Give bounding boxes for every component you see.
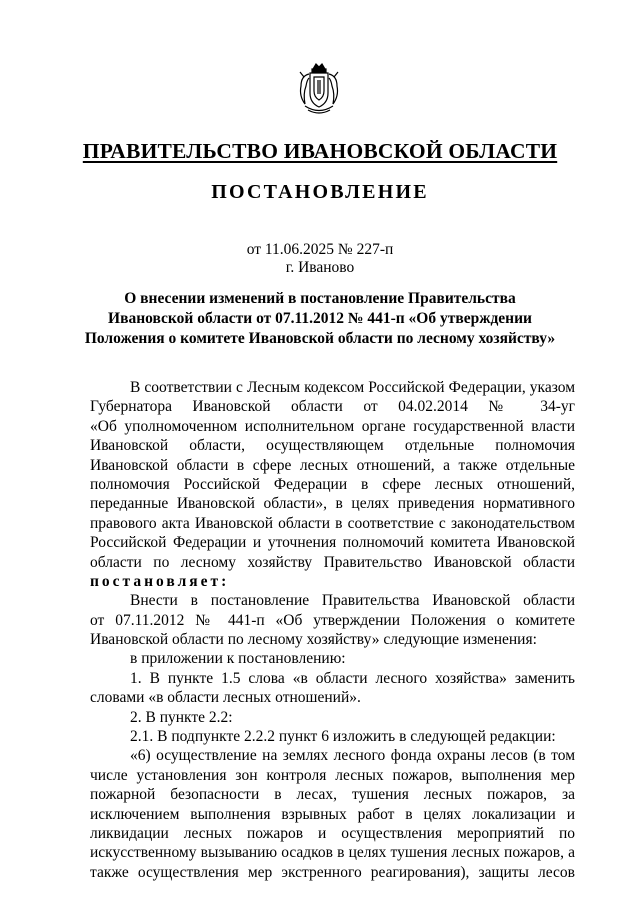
amendment-line: исключением выполнения взрывных работ в целях локализации и (90, 805, 575, 823)
amendment-line: от 07.11.2012 № 441-п «Об утверждении Положения о комитете (90, 611, 575, 629)
amendment-line: пожарной безопасности в лесах, тушения лесных пожаров, за (90, 786, 575, 804)
amendment-line: 2.1. В подпункте 2.2.2 пункт 6 изложить в следующей редакции: (130, 728, 556, 746)
amendment-line: в приложении к постановлению: (130, 650, 346, 668)
amendment-line: также осуществления мер экстренного реагирования), защиты лесов (90, 863, 575, 881)
document-city: г. Иваново (285, 259, 355, 276)
amendment-line: Ивановской области по лесному хозяйству» следующие изменения: (90, 631, 537, 649)
subject-line: О внесении изменений в постановление Правительства (124, 290, 516, 307)
subject-line: Положения о комитете Ивановской области по лесному хозяйству» (84, 330, 556, 347)
document-type: ПОСТАНОВЛЕНИЕ (211, 181, 429, 203)
preamble-line: переданные Ивановской области», в целях приведения нормативного (90, 495, 575, 513)
document-subject (0, 289, 640, 349)
preamble-line: «Об уполномоченном исполнительном органе государственной власти (90, 417, 575, 435)
document-date-number: от 11.06.2025 № 227-п (246, 241, 394, 258)
preamble-line: Губернатора Ивановской области от 04.02.2014 № 34-уг (90, 398, 575, 416)
preamble-line: правового акта Ивановской области в соответствие с законодательством (90, 514, 575, 532)
preamble-line: полномочия Российской Федерации в сфере лесных отношений, (90, 475, 575, 493)
preamble-line: Российской Федерации и уточнения полномочий комитета Ивановской (90, 534, 575, 552)
amendment-line: искусственному вызыванию осадков в целях тушения лесных пожаров, а (90, 844, 575, 862)
preamble-line: Ивановской области, осуществляющем отдельные полномочия (90, 437, 575, 455)
preamble-line: Ивановской области в сфере лесных отношений, а также отдельные (90, 456, 575, 474)
government-name: ПРАВИТЕЛЬСТВО ИВАНОВСКОЙ ОБЛАСТИ (82, 139, 558, 163)
decree-word: постановляет (90, 572, 222, 590)
amendment-line: числе установления зон контроля лесных пожаров, выполнения мер (90, 766, 575, 784)
amendment-line: Внести в постановление Правительства Ивановской области (130, 592, 575, 610)
preamble-line: В соответствии с Лесным кодексом Российской Федерации, указом (130, 379, 575, 396)
amendment-line: словами «в области лесных отношений». (90, 689, 361, 707)
subject-line: Ивановской области от 07.11.2012 № 441-п «Об утверждении (108, 310, 532, 327)
decree-colon: : (221, 572, 227, 590)
decree-line (90, 572, 575, 591)
amendment-line: 1. В пункте 1.5 слова «в области лесного хозяйства» заменить (130, 669, 575, 687)
coat-of-arms-emblem (294, 60, 344, 116)
amendment-line: ликвидации лесных пожаров и осуществления мероприятий по (90, 824, 575, 842)
document-body (90, 378, 575, 882)
amendment-line: 2. В пункте 2.2: (130, 708, 233, 726)
amendment-line: «6) осуществление на землях лесного фонда охраны лесов (в том (130, 747, 575, 765)
preamble-line: области по лесному хозяйству Правительство Ивановской области (90, 553, 575, 571)
